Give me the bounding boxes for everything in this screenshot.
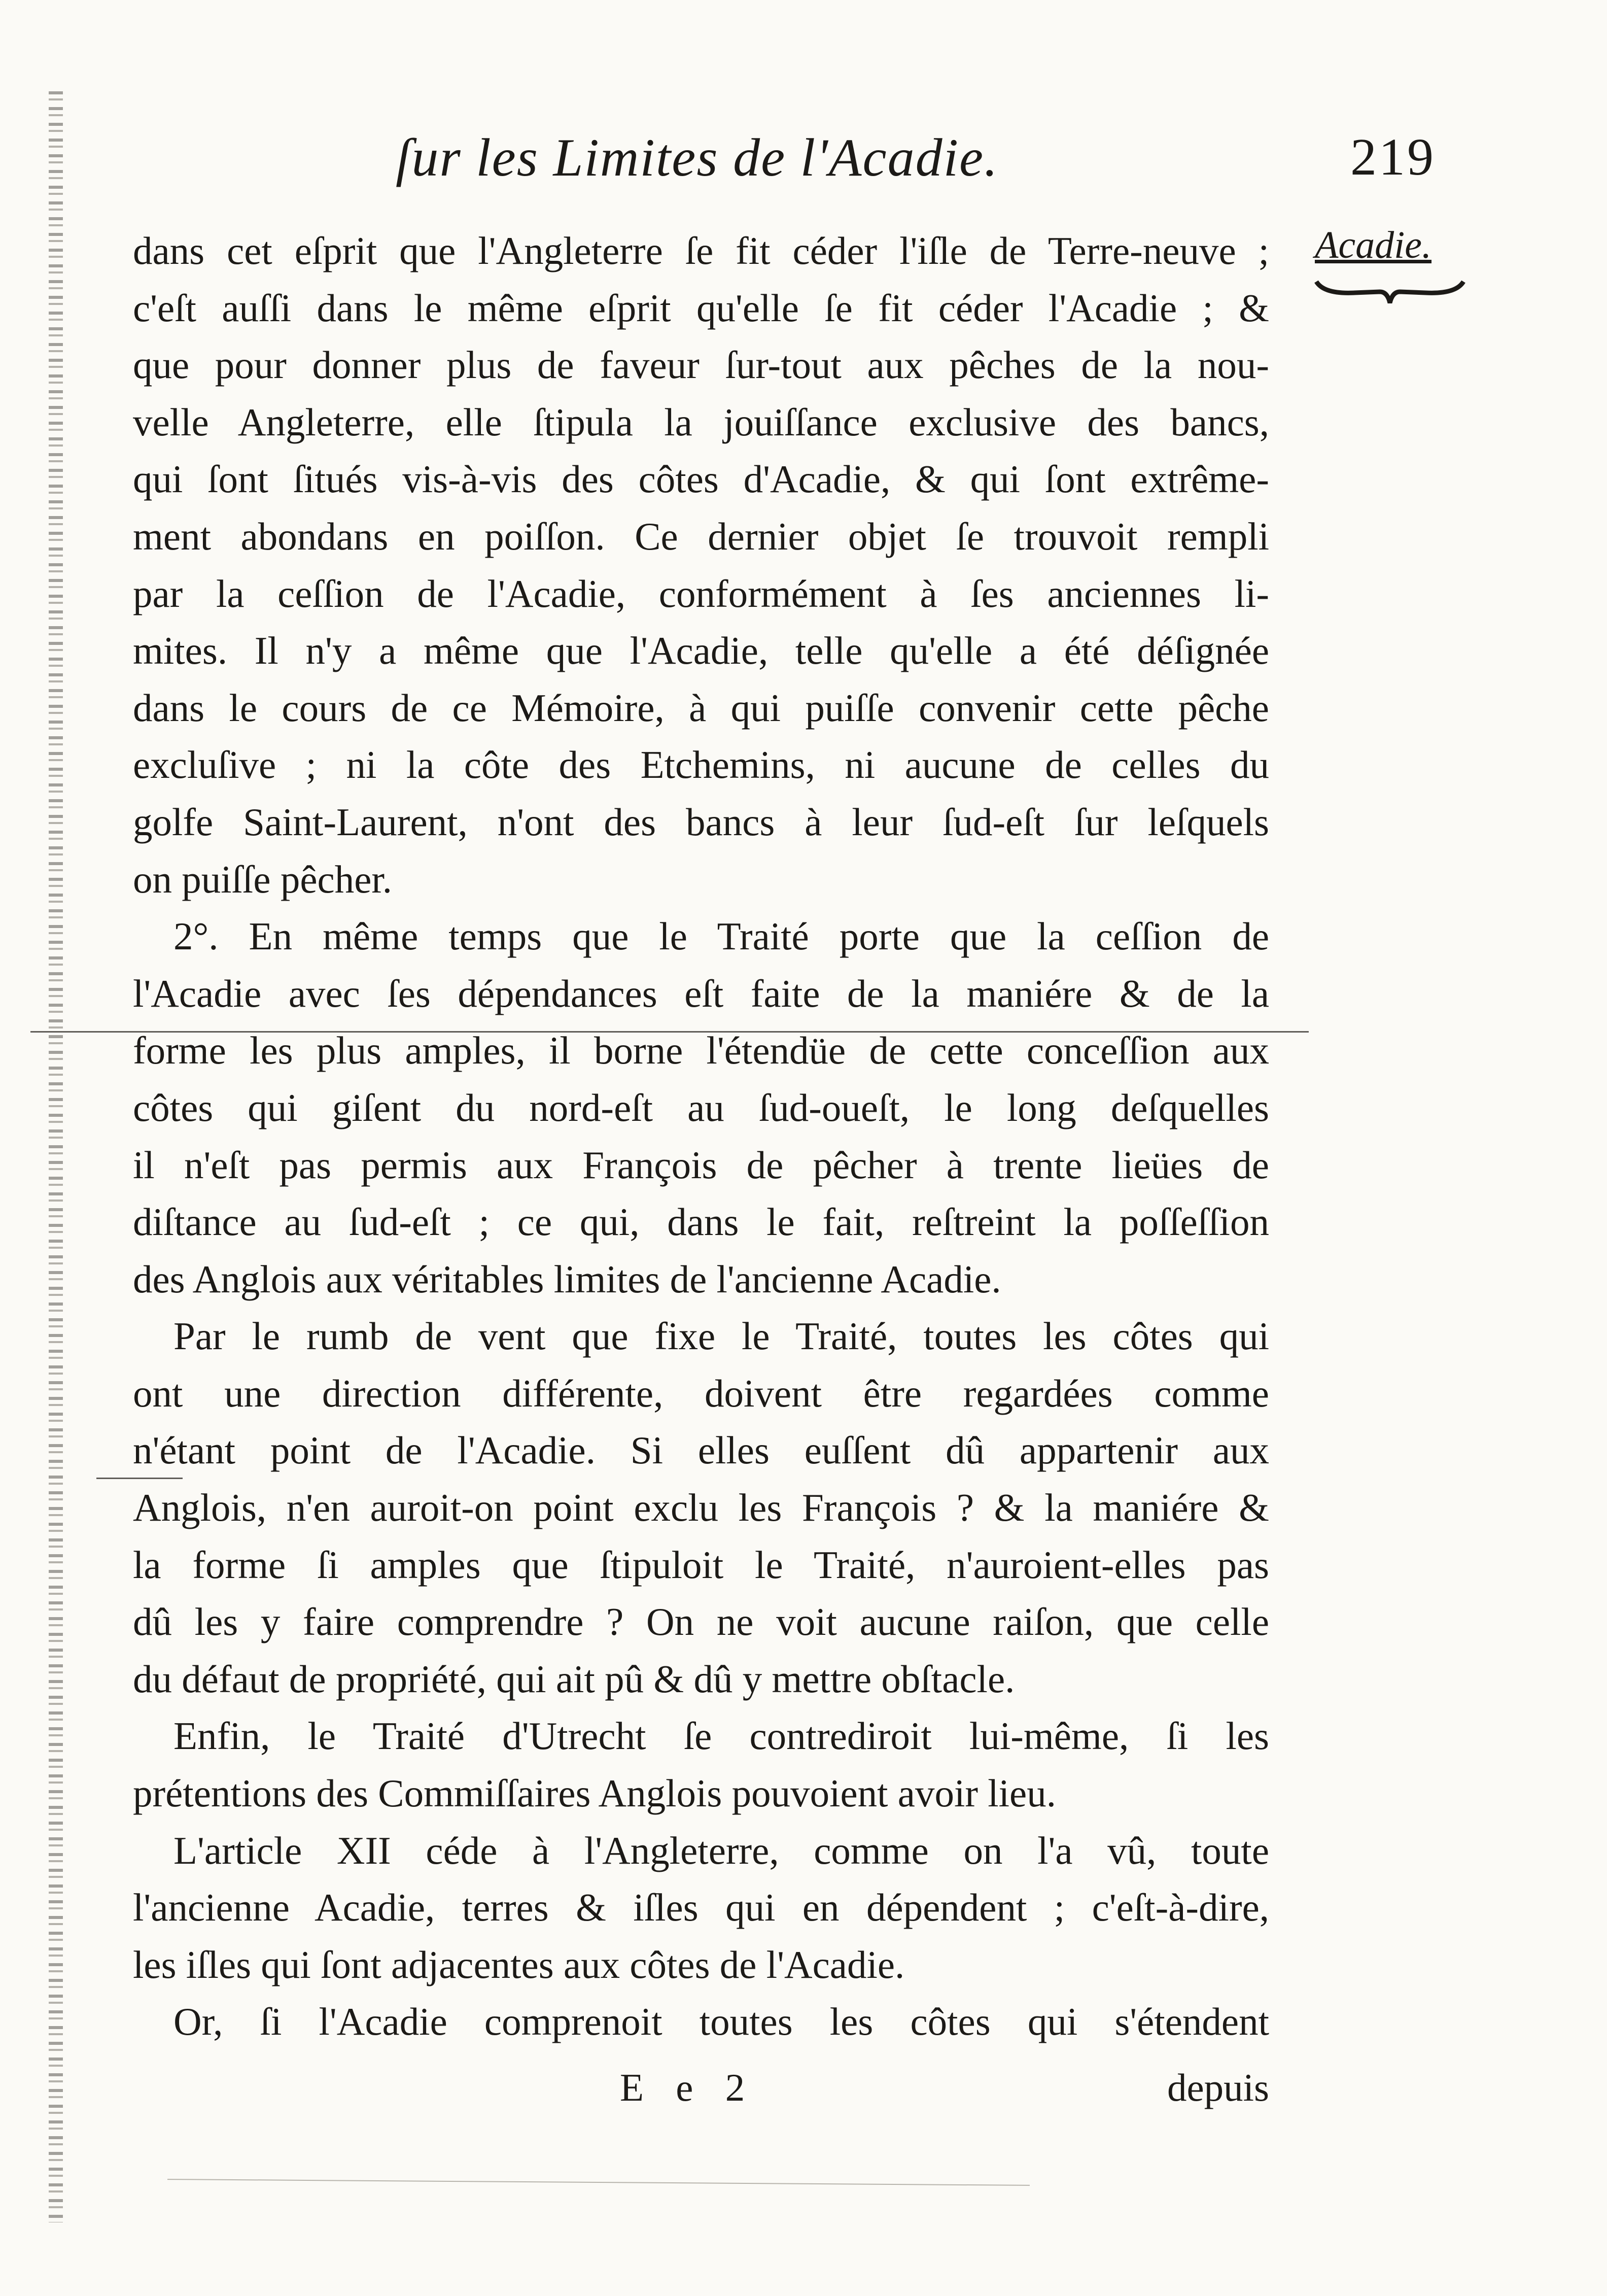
text-line: qui ſont ſitués vis-à-vis des côtes d'Acadie, & qui ſont extrême- bbox=[133, 457, 1269, 501]
text-line: L'article XII céde à l'Angleterre, comme on l'a vû, toute bbox=[173, 1828, 1269, 1872]
page-header bbox=[137, 122, 1456, 198]
text-line: mites. Il n'y a même que l'Acadie, telle qu'elle a été déſignée bbox=[133, 629, 1269, 673]
text-line: ont une direction différente, doivent être regardées comme bbox=[133, 1371, 1269, 1415]
text-line: l'Acadie avec ſes dépendances eſt faite de la maniére & de la bbox=[133, 971, 1269, 1015]
main-text bbox=[133, 222, 1269, 2050]
binding-edge bbox=[49, 91, 63, 2222]
text-line: la forme ſi amples que ſtipuloit le Traité, n'auroient-elles pas bbox=[133, 1543, 1269, 1587]
text-line: 2°. En même temps que le Traité porte que la ceſſion de bbox=[173, 914, 1269, 958]
brace-mark bbox=[1314, 277, 1466, 307]
text-line: du défaut de propriété, qui ait pû & dû y mettre obſtacle. bbox=[133, 1657, 1015, 1701]
text-line: prétentions des Commiſſaires Anglois pouvoient avoir lieu. bbox=[133, 1771, 1056, 1815]
signature-mark: E e 2 bbox=[620, 2066, 756, 2109]
text-line: dans cet eſprit que l'Angleterre ſe fit céder l'iſle de Terre-neuve ; bbox=[133, 229, 1269, 272]
text-line: il n'eſt pas permis aux François de pêcher à trente lieües de bbox=[133, 1143, 1269, 1187]
text-line: Enfin, le Traité d'Utrecht ſe contrediroit lui-même, ſi les bbox=[173, 1714, 1269, 1758]
text-line: que pour donner plus de faveur ſur-tout aux pêches de la nou- bbox=[133, 343, 1269, 387]
text-line: ment abondans en poiſſon. Ce dernier objet ſe trouvoit rempli bbox=[133, 514, 1269, 558]
text-line: côtes qui giſent du nord-eſt au ſud-oueſt, le long deſquelles bbox=[133, 1085, 1269, 1129]
catchword: depuis bbox=[1167, 2066, 1269, 2109]
text-line: les iſles qui ſont adjacentes aux côtes de l'Acadie. bbox=[133, 1942, 905, 1986]
text-line: des Anglois aux véritables limites de l'ancienne Acadie. bbox=[133, 1257, 1001, 1301]
text-line: dû les y faire comprendre ? On ne voit aucune raiſon, que celle bbox=[133, 1600, 1269, 1644]
text-line: n'étant point de l'Acadie. Si elles euſſent dû appartenir aux bbox=[133, 1428, 1269, 1472]
running-title: ſur les Limites de l'Acadie. bbox=[396, 128, 999, 187]
text-line: golfe Saint-Laurent, n'ont des bancs à leur ſud-eſt ſur leſquels bbox=[133, 800, 1269, 844]
text-line: Par le rumb de vent que fixe le Traité, toutes les côtes qui bbox=[173, 1314, 1269, 1358]
text-line: par la ceſſion de l'Acadie, conformément à ſes anciennes li- bbox=[133, 571, 1269, 615]
page-footer bbox=[133, 2065, 1269, 2121]
page-number: 219 bbox=[1350, 128, 1436, 186]
text-line: Anglois, n'en auroit-on point exclu les François ? & la maniére & bbox=[133, 1486, 1269, 1530]
text-line: l'ancienne Acadie, terres & iſles qui en dépendent ; c'eſt-à-dire, bbox=[133, 1886, 1269, 1930]
bottom-rule bbox=[167, 2179, 1030, 2186]
text-line: diſtance au ſud-eſt ; ce qui, dans le fait, reſtreint la poſſeſſion bbox=[133, 1200, 1269, 1244]
text-line: dans le cours de ce Mémoire, à qui puiſſe convenir cette pêche bbox=[133, 686, 1269, 730]
text-line: c'eſt auſſi dans le même eſprit qu'elle ſe fit céder l'Acadie ; & bbox=[133, 286, 1269, 330]
text-line: forme les plus amples, il borne l'étendüe de cette conceſſion aux bbox=[133, 1029, 1269, 1073]
text-line: velle Angleterre, elle ſtipula la jouiſſance exclusive des bancs, bbox=[133, 400, 1269, 444]
text-line: on puiſſe pêcher. bbox=[133, 857, 393, 901]
text-line: excluſive ; ni la côte des Etchemins, ni aucune de celles du bbox=[133, 743, 1269, 787]
margin-note: Acadie. bbox=[1315, 224, 1432, 266]
text-line: Or, ſi l'Acadie comprenoit toutes les côtes qui s'étendent bbox=[173, 2000, 1269, 2044]
